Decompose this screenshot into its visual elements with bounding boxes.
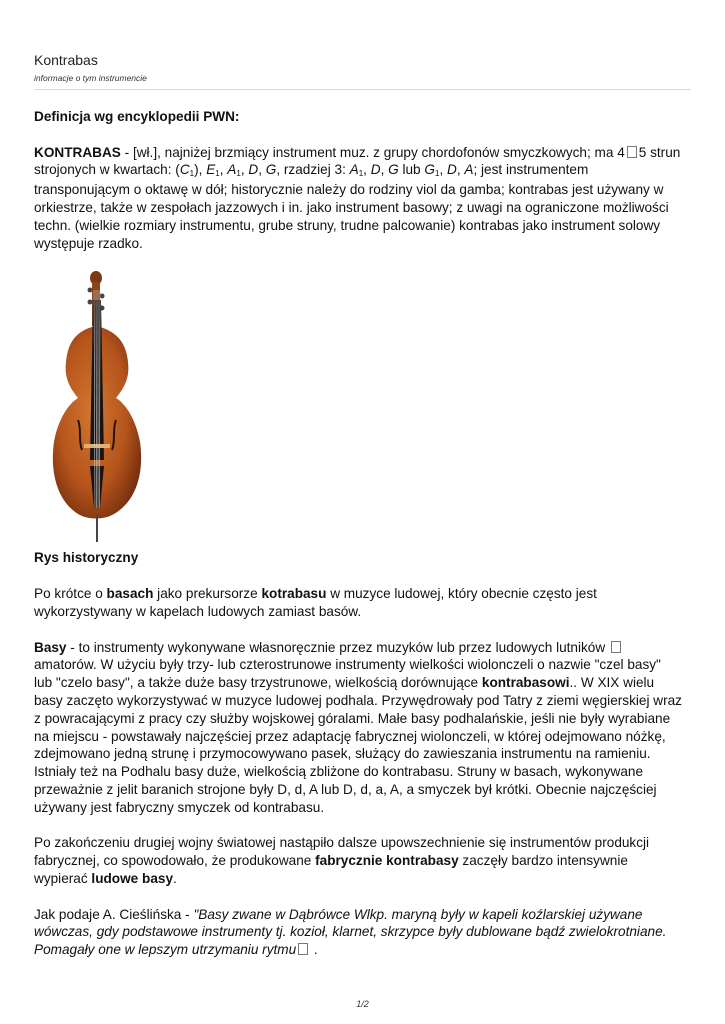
site-subtitle: informacje o tym instrumencie — [34, 73, 147, 83]
site-title: Kontrabas — [34, 52, 98, 68]
page-header — [34, 52, 691, 83]
page-number: 1/2 — [356, 999, 369, 1009]
paragraph-basy-description: Basy - to instrumenty wykonywane własnoręcznie przez muzyków lub przez ludowych lutników amatorów. W użyciu były trzy- lub czterostrunowe instrumenty wielkości wiolonczeli o nazwie "czel basy" lub "czelo basy", a także duże basy trzystrunowe, wielkością dorównujące kontrabasowi.. W XIX wielu basy zaczęto wykorzystywać w muzyce ludowej podhala. Przywędrowały pod Tatry z ziemi węgierskiej wraz z powracającymi z pracy czy służby wojskowej góralami. Małe basy podhalańskie, jeśli nie były wyrabiane na miejscu - powstawały najczęściej przez adaptację fabrycznej wiolonczeli, w której odejmowano nóżkę, zdejmowano jedną strunę i przymocowywano pasek, służący do zawieszania instrumentu na ramieniu. Istniały też na Podhalu basy duże, wielkością zbliżone do kontrabasu. Struny w basach, wykonywane przeważnie z jelit baranich strojone były D, d, A lub D, d, a, A, a smyczek był krótki. Obecnie najczęściej używany jest fabryczny smyczek od kontrabasu. — [34, 639, 682, 815]
double-bass-figure — [34, 270, 682, 546]
paragraph-postwar: Po zakończeniu drugiej wojny światowej nastąpiło dalsze upowszechnienie się instrumentów produkcji fabrycznej, co spowodowało, że produkowane fabrycznie kontrabasy zaczęły bardzo intensywnie wypierać ludowe basy. — [34, 835, 650, 886]
header-divider — [34, 89, 691, 90]
double-bass-image — [38, 270, 158, 546]
quote-text: "Basy zwane w Dąbrówce Wlkp. maryną były w kapeli koźlarskiej używane wówczas, gdy podstawowe instrumenty tj. kozioł, klarnet, skrzypce były dublowane bądź zwielokrotniane. Pomagały one w lepszym utrzymaniu rytmu — [34, 906, 667, 958]
paragraph-quote: Jak podaje A. Cieślińska - "Basy zwane w Dąbrówce Wlkp. maryną były w kapeli koźlarskiej używane wówczas, gdy podstawowe instrumenty tj. kozioł, klarnet, skrzypce były dublowane bądź zwielokrotniane. Pomagały one w lepszym utrzymaniu rytmu . — [34, 906, 667, 958]
missing-glyph-icon — [611, 641, 621, 653]
article-content — [34, 108, 682, 959]
paragraph-basy-intro: Po krótce o basach jako prekursorze kotrabasu w muzyce ludowej, który obecnie często jest wykorzystywany w kapelach ludowych zamiast basów. — [34, 586, 597, 619]
missing-glyph-icon — [627, 146, 637, 158]
definition-heading: Definicja wg encyklopedii PWN: — [34, 109, 240, 124]
missing-glyph-icon — [298, 943, 308, 955]
definition-paragraph: KONTRABAS - [wł.], najniżej brzmiący instrument muz. z grupy chordofonów smyczkowych; ma 4 5 strun strojonych w kwartach: $(C_1)$, $E_1$, $A_1$, D, G, rzadziej 3: $A_1$, D, G lub $G_1$, D, A; jest instrumentem transponującym o oktawę w dół; historycznie należy do rodziny viol da gamba; kontrabas jest używany w orkiestrze, także w zespołach jazzowych i in. jako instrument basowy; z uwagi na ograniczone możliwości techn. (wielkie rozmiary instrumentu, grube struny, trudne palcowanie) kontrabas jako instrument solowy występuje rzadko. — [34, 144, 681, 251]
definition-term: KONTRABAS — [34, 144, 121, 160]
figure-caption: Rys historyczny — [34, 550, 139, 566]
